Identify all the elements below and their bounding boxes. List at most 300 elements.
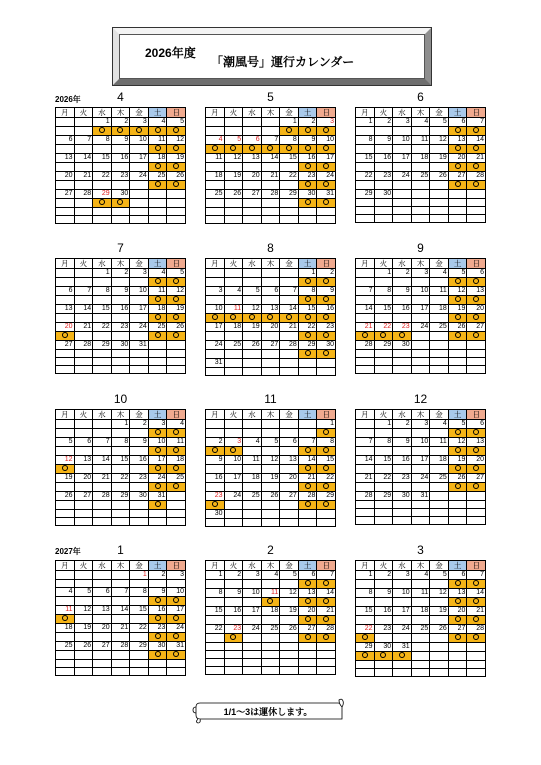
- date-cell: 17: [206, 323, 225, 332]
- date-cell: 24: [206, 341, 225, 350]
- weekday-header: 日: [317, 259, 336, 269]
- no-operation-cell: [56, 216, 75, 224]
- operation-day-cell: [261, 314, 280, 323]
- no-operation-cell: [280, 519, 299, 527]
- operation-day-cell: [148, 127, 167, 136]
- no-operation-cell: [130, 668, 149, 676]
- no-operation-cell: [261, 616, 280, 625]
- no-operation-cell: [356, 314, 375, 323]
- no-operation-cell: [298, 429, 317, 438]
- week-operation-row: [356, 652, 486, 661]
- operation-day-cell: [317, 332, 336, 341]
- week-date-row: [56, 341, 186, 350]
- date-cell: [356, 509, 375, 517]
- no-operation-cell: [243, 127, 262, 136]
- operation-day-cell: [298, 199, 317, 208]
- week-operation-row: [56, 163, 186, 172]
- date-cell: [74, 660, 93, 668]
- operation-day-cell: [148, 296, 167, 305]
- operation-day-cell: [298, 127, 317, 136]
- no-operation-cell: [74, 580, 93, 588]
- week-operation-row: [56, 314, 186, 323]
- no-operation-cell: [224, 350, 243, 359]
- no-operation-cell: [111, 296, 130, 305]
- date-cell: 18: [411, 607, 430, 616]
- date-cell: 2: [374, 118, 393, 127]
- date-cell: 22: [374, 474, 393, 483]
- operation-circle-icon: [305, 634, 311, 640]
- operation-circle-icon: [323, 465, 329, 471]
- date-cell: 2: [130, 420, 149, 429]
- date-cell: [280, 659, 299, 667]
- weekday-header: 日: [167, 410, 186, 420]
- no-operation-cell: [167, 199, 186, 208]
- date-cell: 12: [243, 305, 262, 314]
- no-operation-cell: [280, 483, 299, 492]
- month-label: 2: [267, 543, 274, 557]
- week-operation-row: [356, 332, 486, 341]
- week-date-row: [56, 474, 186, 483]
- date-cell: 9: [130, 438, 149, 447]
- date-cell: 22: [317, 474, 336, 483]
- week-date-row: [56, 118, 186, 127]
- date-cell: [467, 509, 486, 517]
- operation-day-cell: [356, 332, 375, 341]
- date-cell: [148, 190, 167, 199]
- date-cell: 3: [317, 118, 336, 127]
- no-operation-cell: [393, 616, 412, 625]
- date-cell: [393, 207, 412, 215]
- no-operation-cell: [148, 580, 167, 588]
- no-operation-cell: [130, 278, 149, 287]
- date-cell: 22: [356, 172, 375, 181]
- operation-circle-icon: [305, 580, 311, 586]
- date-cell: [393, 509, 412, 517]
- no-operation-cell: [411, 199, 430, 207]
- date-cell: 7: [467, 118, 486, 127]
- date-cell: 24: [148, 474, 167, 483]
- date-cell: 24: [243, 625, 262, 634]
- operation-day-cell: [448, 332, 467, 341]
- no-operation-cell: [167, 580, 186, 588]
- week-date-row: [356, 341, 486, 350]
- no-operation-cell: [74, 181, 93, 190]
- no-operation-cell: [243, 278, 262, 287]
- no-operation-cell: [243, 447, 262, 456]
- date-cell: 13: [74, 456, 93, 465]
- weekday-header: 金: [130, 259, 149, 269]
- date-cell: [261, 510, 280, 519]
- no-operation-cell: [280, 296, 299, 305]
- week-date-row: [56, 172, 186, 181]
- operation-circle-icon: [399, 652, 405, 658]
- operation-circle-icon: [455, 465, 461, 471]
- operation-circle-icon: [155, 633, 161, 639]
- date-cell: 23: [317, 323, 336, 332]
- date-cell: 7: [74, 287, 93, 296]
- date-cell: 27: [74, 492, 93, 501]
- operation-circle-icon: [305, 332, 311, 338]
- no-operation-cell: [317, 216, 336, 224]
- no-operation-cell: [393, 163, 412, 172]
- no-operation-cell: [411, 652, 430, 661]
- weekday-header: 土: [298, 561, 317, 571]
- date-cell: [206, 643, 225, 651]
- date-cell: [411, 207, 430, 215]
- operation-day-cell: [148, 278, 167, 287]
- date-cell: 20: [298, 607, 317, 616]
- date-cell: 22: [93, 323, 112, 332]
- month-calendar: [55, 107, 186, 224]
- date-cell: 11: [167, 438, 186, 447]
- no-operation-cell: [148, 216, 167, 224]
- operation-day-cell: [448, 145, 467, 154]
- month-label: 11: [264, 392, 277, 406]
- date-cell: [93, 358, 112, 366]
- no-operation-cell: [224, 580, 243, 589]
- weekday-header: 火: [224, 259, 243, 269]
- date-cell: 15: [374, 305, 393, 314]
- no-operation-cell: [411, 465, 430, 474]
- weekday-header: 日: [317, 410, 336, 420]
- date-cell: 9: [148, 588, 167, 597]
- weekday-header: 火: [224, 561, 243, 571]
- month-label: 6: [417, 90, 424, 104]
- no-operation-cell: [298, 651, 317, 659]
- operation-day-cell: [356, 634, 375, 643]
- date-cell: 31: [206, 359, 225, 368]
- week-operation-row: [356, 465, 486, 474]
- operation-day-cell: [298, 580, 317, 589]
- no-operation-cell: [356, 669, 375, 677]
- date-cell: [298, 659, 317, 667]
- no-operation-cell: [356, 501, 375, 509]
- month-calendar: [55, 560, 186, 676]
- week-operation-row: [356, 278, 486, 287]
- no-operation-cell: [111, 145, 130, 154]
- date-cell: 25: [430, 323, 449, 332]
- operation-day-cell: [374, 652, 393, 661]
- no-operation-cell: [430, 181, 449, 190]
- operation-circle-icon: [173, 314, 179, 320]
- operation-circle-icon: [323, 314, 329, 320]
- no-operation-cell: [206, 368, 225, 376]
- no-operation-cell: [430, 350, 449, 358]
- operation-circle-icon: [399, 332, 405, 338]
- date-cell: 2: [374, 571, 393, 580]
- no-operation-cell: [261, 501, 280, 510]
- no-operation-cell: [224, 501, 243, 510]
- no-operation-cell: [411, 501, 430, 509]
- operation-circle-icon: [323, 181, 329, 187]
- operation-day-cell: [393, 652, 412, 661]
- operation-circle-icon: [305, 501, 311, 507]
- week-operation-row: [56, 597, 186, 606]
- date-cell: 22: [298, 323, 317, 332]
- calendar-title-box: [113, 28, 431, 85]
- year-label-2027: 2027年: [55, 547, 81, 556]
- weekday-header: 土: [148, 410, 167, 420]
- no-operation-cell: [430, 215, 449, 223]
- operation-circle-icon: [473, 278, 479, 284]
- date-cell: [467, 492, 486, 501]
- operation-circle-icon: [455, 145, 461, 151]
- no-operation-cell: [356, 350, 375, 358]
- date-cell: 12: [430, 589, 449, 598]
- operation-day-cell: [448, 429, 467, 438]
- date-cell: 2: [206, 438, 225, 447]
- date-cell: 25: [224, 341, 243, 350]
- date-cell: [356, 661, 375, 669]
- no-operation-cell: [393, 465, 412, 474]
- date-cell: 21: [356, 474, 375, 483]
- date-cell: 6: [93, 588, 112, 597]
- operation-day-cell: [317, 465, 336, 474]
- no-operation-cell: [93, 314, 112, 323]
- no-operation-cell: [243, 350, 262, 359]
- operation-day-cell: [467, 127, 486, 136]
- date-cell: 4: [243, 438, 262, 447]
- week-date-row: [56, 136, 186, 145]
- week-operation-row: [206, 447, 336, 456]
- operation-day-cell: [467, 145, 486, 154]
- week-date-row: [206, 492, 336, 501]
- week-operation-row: [356, 366, 486, 374]
- week-date-row: [356, 643, 486, 652]
- date-cell: 30: [374, 643, 393, 652]
- weekday-header: 金: [280, 108, 299, 118]
- operation-day-cell: [467, 314, 486, 323]
- operation-day-cell: [317, 616, 336, 625]
- no-operation-cell: [206, 216, 225, 224]
- operation-day-cell: [93, 127, 112, 136]
- week-date-row: [356, 420, 486, 429]
- no-operation-cell: [430, 465, 449, 474]
- date-cell: 16: [374, 154, 393, 163]
- date-cell: 4: [148, 118, 167, 127]
- date-cell: 1: [374, 269, 393, 278]
- week-operation-row: [56, 447, 186, 456]
- date-cell: 19: [261, 474, 280, 483]
- date-cell: [356, 269, 375, 278]
- date-cell: [148, 510, 167, 518]
- date-cell: 30: [393, 492, 412, 501]
- weekday-header: 水: [393, 561, 412, 571]
- no-operation-cell: [130, 501, 149, 510]
- date-cell: [167, 358, 186, 366]
- date-cell: 29: [130, 642, 149, 651]
- no-operation-cell: [130, 597, 149, 606]
- date-cell: 13: [280, 456, 299, 465]
- date-cell: 6: [280, 438, 299, 447]
- no-operation-cell: [430, 145, 449, 154]
- date-cell: 13: [448, 136, 467, 145]
- date-cell: 25: [148, 172, 167, 181]
- week-operation-row: [356, 296, 486, 305]
- weekday-header: 月: [356, 108, 375, 118]
- date-cell: 28: [467, 625, 486, 634]
- week-date-row: [206, 172, 336, 181]
- date-cell: 5: [224, 136, 243, 145]
- operation-circle-icon: [455, 429, 461, 435]
- operation-circle-icon: [473, 163, 479, 169]
- date-cell: [393, 358, 412, 366]
- no-operation-cell: [261, 483, 280, 492]
- operation-day-cell: [317, 429, 336, 438]
- date-cell: 5: [167, 269, 186, 278]
- date-cell: 19: [56, 474, 75, 483]
- no-operation-cell: [411, 127, 430, 136]
- date-cell: 18: [261, 607, 280, 616]
- date-cell: 8: [206, 589, 225, 598]
- date-cell: 1: [298, 269, 317, 278]
- date-cell: 26: [430, 172, 449, 181]
- operation-circle-icon: [473, 332, 479, 338]
- date-cell: 14: [467, 136, 486, 145]
- date-cell: 1: [206, 571, 225, 580]
- no-operation-cell: [393, 580, 412, 589]
- date-cell: 22: [280, 172, 299, 181]
- operation-circle-icon: [380, 652, 386, 658]
- date-cell: 17: [317, 154, 336, 163]
- date-cell: [317, 659, 336, 667]
- no-operation-cell: [374, 501, 393, 509]
- date-cell: 17: [411, 456, 430, 465]
- no-operation-cell: [206, 667, 225, 675]
- week-operation-row: [56, 501, 186, 510]
- operation-circle-icon: [473, 127, 479, 133]
- no-operation-cell: [56, 163, 75, 172]
- operation-day-cell: [298, 483, 317, 492]
- operation-day-cell: [167, 278, 186, 287]
- date-cell: 9: [111, 136, 130, 145]
- no-operation-cell: [243, 634, 262, 643]
- no-operation-cell: [56, 278, 75, 287]
- month-label: 5: [267, 90, 274, 104]
- no-operation-cell: [356, 278, 375, 287]
- no-operation-cell: [74, 332, 93, 341]
- no-operation-cell: [261, 447, 280, 456]
- date-cell: 24: [411, 323, 430, 332]
- date-cell: 27: [280, 492, 299, 501]
- date-cell: 12: [56, 456, 75, 465]
- week-operation-row: [206, 501, 336, 510]
- week-date-row: [56, 154, 186, 163]
- operation-circle-icon: [62, 615, 68, 621]
- date-cell: 24: [130, 172, 149, 181]
- no-operation-cell: [317, 651, 336, 659]
- no-operation-cell: [356, 366, 375, 374]
- no-operation-cell: [130, 216, 149, 224]
- date-cell: 12: [167, 136, 186, 145]
- date-cell: 3: [148, 420, 167, 429]
- week-date-row: [56, 510, 186, 518]
- date-cell: [224, 510, 243, 519]
- date-cell: 29: [298, 341, 317, 350]
- no-operation-cell: [74, 668, 93, 676]
- date-cell: 28: [280, 341, 299, 350]
- operation-circle-icon: [305, 296, 311, 302]
- operation-circle-icon: [155, 145, 161, 151]
- date-cell: 26: [167, 323, 186, 332]
- date-cell: 28: [74, 341, 93, 350]
- date-cell: 16: [111, 305, 130, 314]
- no-operation-cell: [261, 465, 280, 474]
- no-operation-cell: [298, 667, 317, 675]
- operation-circle-icon: [173, 465, 179, 471]
- date-cell: [430, 509, 449, 517]
- date-cell: [74, 510, 93, 518]
- operation-circle-icon: [173, 429, 179, 435]
- no-operation-cell: [393, 145, 412, 154]
- operation-day-cell: [167, 429, 186, 438]
- date-cell: 3: [393, 571, 412, 580]
- date-cell: 3: [411, 269, 430, 278]
- week-operation-row: [206, 429, 336, 438]
- no-operation-cell: [261, 163, 280, 172]
- no-operation-cell: [224, 616, 243, 625]
- no-operation-cell: [167, 366, 186, 374]
- date-cell: 13: [93, 606, 112, 615]
- week-date-row: [206, 287, 336, 296]
- date-cell: 17: [243, 607, 262, 616]
- date-cell: 17: [411, 305, 430, 314]
- date-cell: [130, 190, 149, 199]
- week-date-row: [206, 659, 336, 667]
- weekday-header: 月: [206, 259, 225, 269]
- operation-day-cell: [56, 465, 75, 474]
- operation-day-cell: [243, 145, 262, 154]
- week-date-row: [206, 474, 336, 483]
- date-cell: [56, 571, 75, 580]
- date-cell: 15: [93, 154, 112, 163]
- date-cell: [206, 269, 225, 278]
- weekday-header: 日: [167, 259, 186, 269]
- date-cell: 25: [148, 323, 167, 332]
- no-operation-cell: [374, 350, 393, 358]
- date-cell: 6: [448, 571, 467, 580]
- operation-circle-icon: [305, 145, 311, 151]
- weekday-header: 火: [74, 259, 93, 269]
- weekday-header: 木: [261, 259, 280, 269]
- date-cell: 17: [167, 606, 186, 615]
- week-operation-row: [56, 199, 186, 208]
- date-cell: [356, 207, 375, 215]
- date-cell: 24: [224, 492, 243, 501]
- weekday-header: 月: [56, 108, 75, 118]
- week-date-row: [56, 606, 186, 615]
- date-cell: [224, 359, 243, 368]
- date-cell: 20: [74, 474, 93, 483]
- week-date-row: [356, 154, 486, 163]
- date-cell: 16: [317, 305, 336, 314]
- date-cell: 27: [448, 172, 467, 181]
- no-operation-cell: [356, 616, 375, 625]
- date-cell: 7: [356, 287, 375, 296]
- date-cell: 30: [317, 341, 336, 350]
- weekday-header: 木: [111, 259, 130, 269]
- date-cell: 10: [411, 438, 430, 447]
- date-cell: 27: [298, 625, 317, 634]
- no-operation-cell: [411, 332, 430, 341]
- no-operation-cell: [93, 366, 112, 374]
- no-operation-cell: [243, 483, 262, 492]
- weekday-header: 土: [148, 259, 167, 269]
- date-cell: 15: [317, 456, 336, 465]
- no-operation-cell: [411, 483, 430, 492]
- no-operation-cell: [130, 163, 149, 172]
- no-operation-cell: [411, 350, 430, 358]
